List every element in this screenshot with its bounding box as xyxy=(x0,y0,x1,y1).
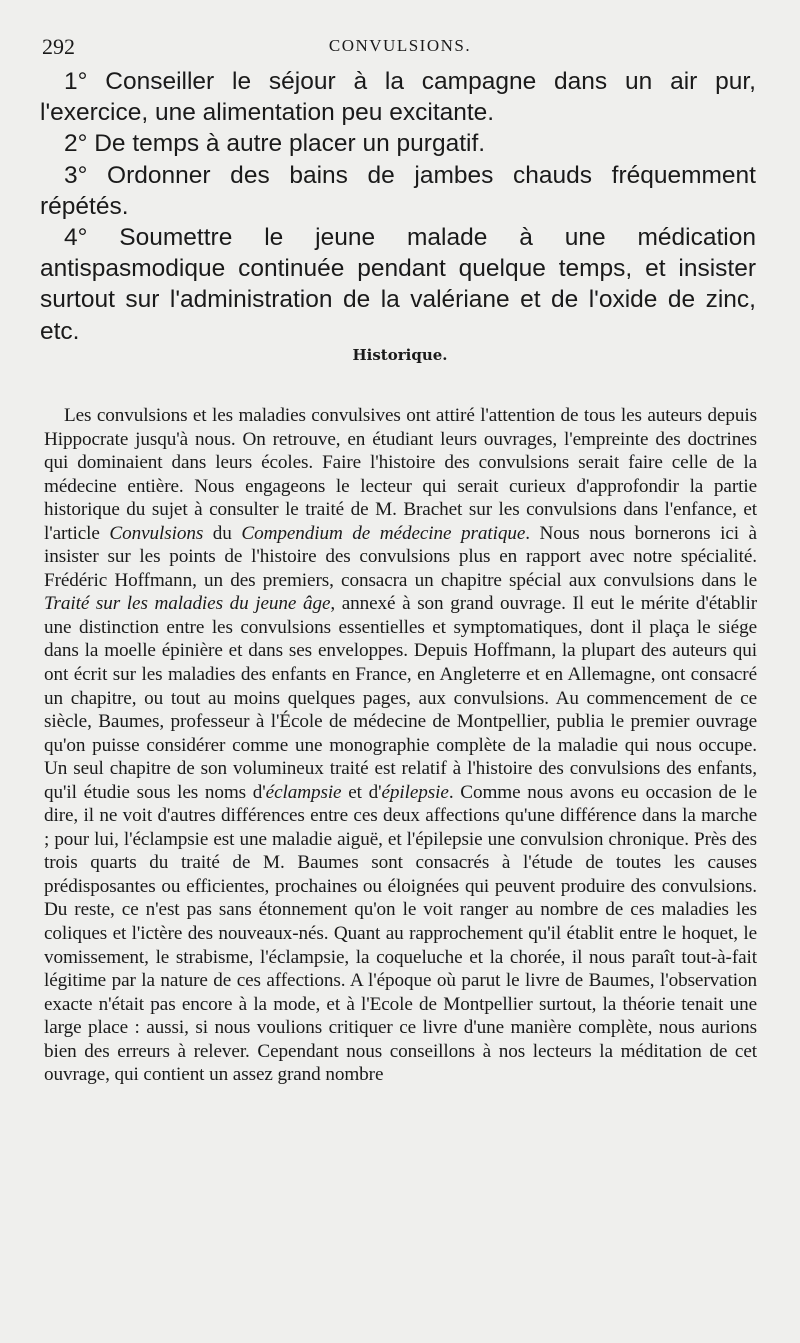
italic-title: Traité sur les maladies du jeune âge xyxy=(44,593,331,615)
italic-title: Convulsions xyxy=(109,522,204,544)
recommendations-list xyxy=(40,66,756,347)
recommendation-item: 3° Ordonner des bains de jambes chauds fréquemment répétés. xyxy=(40,161,756,220)
italic-term: épilepsie xyxy=(381,781,449,803)
page-number: 292 xyxy=(42,34,75,59)
running-title: CONVULSIONS. xyxy=(328,36,472,55)
text-run: . Nous nous bornerons ici à insister sur les points de l'histoire des convulsions plus en rapport avec notre spécialité. Frédéric Hoffmann, un des premiers, consacra un chapitre spécial aux convulsions dans le xyxy=(44,522,757,591)
recommendation-item: 2° De temps à autre placer un purgatif. xyxy=(64,130,486,158)
text-run: et d' xyxy=(341,781,382,803)
section-title: Historique. xyxy=(352,346,448,364)
text-run: Les convulsions et les maladies convulsives ont attiré l'attention de tous les auteurs depuis Hippocrate jusqu'à nous. On retrouve, en étudiant leurs ouvrages, l'empreinte des doctrines qui dominaient dans leurs écoles. Faire l'histoire des convulsions serait faire celle de la médecine entière. Nous engageons le lecteur qui serait curieux d'approfondir la partie historique du sujet à consulter le traité de M. Brachet sur les convulsions dans l'enfance, et l'article xyxy=(44,405,757,544)
body-text xyxy=(44,404,757,1087)
text-run: , annexé à son grand ouvrage. Il eut le mérite d'établir une distinction entre les convulsions essentielles et symptomatiques, dont il plaça le siége dans la moelle épinière et dans ses enveloppes. Depuis Hoffmann, la plupart des auteurs qui ont écrit sur les maladies des enfants en France, en Angleterre et en Allemagne, ont consacré un chapitre, ou tout au moins quelques pages, aux convulsions. Au commencement de ce siècle, Baumes, professeur à l'École de médecine de Montpellier, publia le premier ouvrage qu'on puisse considérer comme une monographie complète de la maladie qui nous occupe. Un seul chapitre de son volumineux traité est relatif à l'histoire des convulsions des enfants, qu'il étudie sous les noms d' xyxy=(44,593,758,803)
historique-paragraph xyxy=(44,404,757,1087)
italic-title: Compendium de médecine pratique xyxy=(241,522,526,544)
page-header xyxy=(42,34,758,58)
recommendation-item: 4° Soumettre le jeune malade à une médication antispasmodique continuée pendant quelque temps, et insister surtout sur l'administration de la valériane et de l'oxide de zinc, etc. xyxy=(40,224,756,345)
italic-term: éclampsie xyxy=(265,781,342,803)
recommendation-item: 1° Conseiller le séjour à la campagne dans un air pur, l'exercice, une alimentation peu excitante. xyxy=(40,68,756,127)
text-run: du xyxy=(203,522,242,544)
text-run: . Comme nous avons eu occasion de le dire, il ne voit d'autres différences entre ces deux affections qu'une différence dans la marche ; pour lui, l'éclampsie est une maladie aiguë, et l'épilepsie une convulsion chronique. Près des trois quarts du traité de M. Baumes sont consacrés à l'étude de toutes les causes prédisposantes ou efficientes, prochaines ou éloignées qui peuvent produire des convulsions. Du reste, ce n'est pas sans étonnement qu'on le voit ranger au nombre de ces maladies les coliques et l'ictère des nouveaux-nés. Quant au rapprochement qu'il établit entre le hoquet, le vomissement, le strabisme, l'éclampsie, la coqueluche et la chorée, il nous paraît tout-à-fait légitime par la nature de ces affections. A l'époque où parut le livre de Baumes, l'observation exacte n'était pas encore à la mode, et à l'Ecole de Montpellier surtout, la théorie tenait une large place : aussi, si nous voulions critiquer ce livre d'une manière complète, nous aurions bien des erreurs à relever. Cependant nous conseillons à nos lecteurs la méditation de cet ouvrage, qui contient un assez grand nombre xyxy=(44,781,757,1086)
